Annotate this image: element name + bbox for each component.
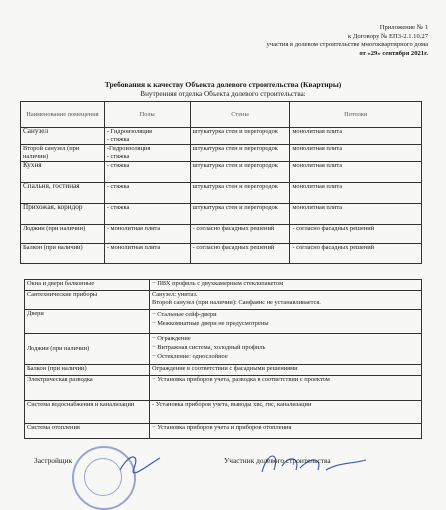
developer-signature: [120, 457, 160, 473]
contract-date: от «29» сентября 2021г.: [359, 49, 428, 57]
table-row: [25, 424, 422, 439]
item-value-cell: − Установка приборов учета и приборов отопления: [150, 424, 422, 439]
floor-cell: - монолитная плита: [104, 244, 190, 264]
table-row: [21, 162, 422, 183]
room-cell: Санузел: [21, 128, 105, 145]
table-row: [21, 204, 422, 225]
item-label-cell: Двери: [25, 310, 150, 334]
room-cell: Кухня: [21, 162, 105, 183]
item-label-cell: Окна и двери балконные: [25, 280, 150, 291]
contract-number: к Договору № ЕП3-2.1.10.27: [348, 32, 428, 40]
appendix-header: [266, 24, 428, 58]
item-label-cell: Система отопления: [25, 424, 150, 439]
finishing-table: [20, 101, 422, 264]
table-row: [21, 225, 422, 244]
item-label-cell: Лоджии (при наличии): [25, 334, 150, 365]
walls-cell: штукатурка стен и перегородок: [190, 204, 290, 225]
ceiling-cell: монолитная плита: [290, 145, 422, 162]
item-value-cell: − Ограждение − Витражная система, холодный профиль − Остекление: однослойное: [150, 334, 422, 365]
floor-cell: - стяжка: [104, 204, 190, 225]
room-cell: Спальня, гостиная: [21, 183, 105, 204]
walls-cell: штукатурка стен и перегородок: [190, 183, 290, 204]
equipment-table: [24, 279, 422, 439]
table-row: [25, 401, 422, 424]
walls-cell: - согласно фасадных решений: [190, 225, 290, 244]
table-row: [21, 244, 422, 264]
table-row: [25, 291, 422, 310]
table-row: [25, 334, 422, 365]
floor-cell: - Гидроизоляция - стяжка: [104, 128, 190, 145]
developer-signature-label: Застройщик: [34, 456, 73, 465]
document-title: Требования к качеству Объекта долевого строительства (Квартиры): [104, 80, 342, 89]
floor-cell: -Гидроизоляция - стяжка: [104, 145, 190, 162]
table-row: [25, 376, 422, 401]
floor-cell: - стяжка: [104, 162, 190, 183]
item-value-cell: − Установка приборов учета, разводка в соответствии с проектом: [150, 376, 422, 401]
item-label-cell: Система водоснабжения и канализации: [25, 401, 150, 424]
ceiling-cell: монолитная плита: [290, 128, 422, 145]
walls-cell: штукатурка стен и перегородок: [190, 145, 290, 162]
table-row: [25, 280, 422, 291]
ceiling-cell: - согласно фасадных решений: [290, 244, 422, 264]
table-row: [25, 365, 422, 376]
floor-cell: - монолитная плита: [104, 225, 190, 244]
room-cell: Второй санузел (при наличии): [21, 145, 105, 162]
floor-cell: - стяжка: [104, 183, 190, 204]
column-header-ceiling: Потолки: [290, 102, 422, 128]
room-cell: Лоджии (при наличии): [21, 225, 105, 244]
column-header-room: Наименование помещения: [21, 102, 105, 128]
ceiling-cell: - согласно фасадных решений: [290, 225, 422, 244]
item-value-cell: Санузел: унитаз. Второй санузел (при наличии): Санфаянс не устанавливается.: [150, 291, 422, 310]
item-value-cell: − ПВХ профиль с двухкамерным стеклопакетом: [150, 280, 422, 291]
table-row: [25, 310, 422, 334]
room-cell: Балкон (при наличии): [21, 244, 105, 264]
appendix-number: Приложение № 1: [379, 24, 428, 31]
column-header-walls: Стены: [190, 102, 290, 128]
walls-cell: - согласно фасадных решений: [190, 244, 290, 264]
table-row: [21, 128, 422, 145]
walls-cell: штукатурка стен и перегородок: [190, 128, 290, 145]
ceiling-cell: монолитная плита: [290, 204, 422, 225]
item-value-cell: − Стальные сейф-двери − Межкомнатные двери не предусмотрены: [150, 310, 422, 334]
walls-cell: штукатурка стен и перегородок: [190, 162, 290, 183]
item-label-cell: Сантехнические приборы: [25, 291, 150, 310]
item-value-cell: - Установка приборов учета, выводы хвс, гвс, канализации: [150, 401, 422, 424]
table-header-row: [21, 102, 422, 128]
table-row: [21, 145, 422, 162]
contract-subject: участия в долевом строительстве многоквартирного дома: [266, 41, 428, 49]
ceiling-cell: монолитная плита: [290, 162, 422, 183]
item-label-cell: Балкон (при наличии): [25, 365, 150, 376]
room-cell: Прихожая, коридор: [21, 204, 105, 225]
item-value-cell: Ограждение в соответствии с фасадными решениями: [150, 365, 422, 376]
item-label-cell: Электрическая разводка: [25, 376, 150, 401]
participant-signature-label: Участник долевого строительства: [224, 456, 331, 465]
ceiling-cell: монолитная плита: [290, 183, 422, 204]
table-row: [21, 183, 422, 204]
document-subtitle: Внутренняя отделка Объекта долевого строительства:: [140, 90, 306, 98]
column-header-floor: Полы: [104, 102, 190, 128]
